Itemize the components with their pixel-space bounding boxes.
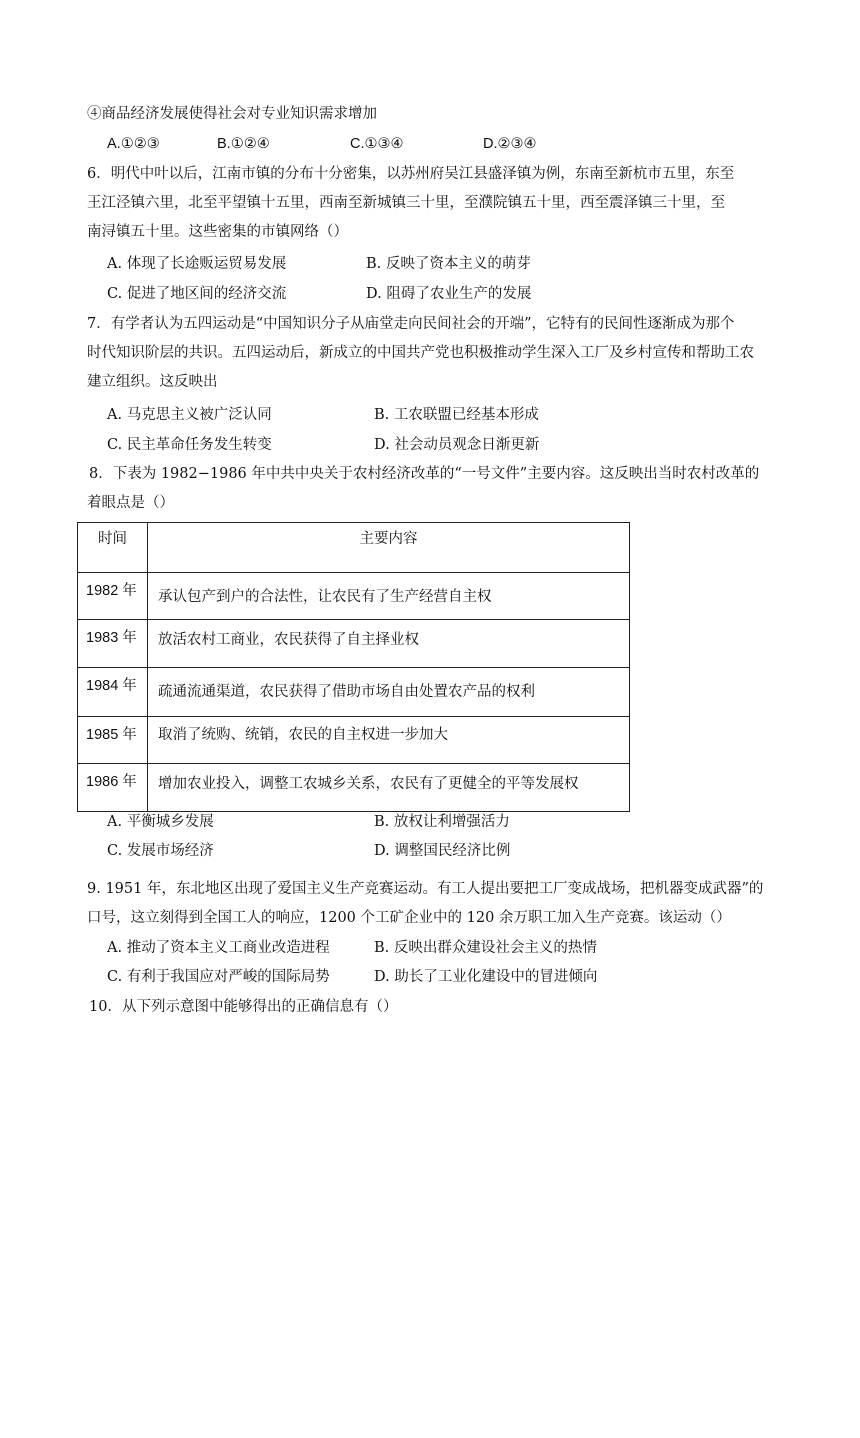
table-row <box>78 717 630 764</box>
table-content: 取消了统购、统销，农民的自主权进一步加大 <box>148 717 630 764</box>
q8-option-c: C. 发展市场经济 <box>107 843 214 859</box>
table-row <box>78 573 630 620</box>
q7-line-2: 时代知识阶层的共识。五四运动后，新成立的中国共产党也积极推动学生深入工厂及乡村宣传和帮助工农 <box>87 345 754 361</box>
q9-option-a: A. 推动了资本主义工商业改造进程 <box>107 940 330 956</box>
q8-option-a: A. 平衡城乡发展 <box>107 814 214 830</box>
q6-option-b: B. 反映了资本主义的萌芽 <box>366 256 531 272</box>
table-year: 1983 年 <box>78 620 148 668</box>
reform-table <box>77 522 630 812</box>
q5-item-4: ④商品经济发展使得社会对专业知识需求增加 <box>87 106 377 122</box>
q7-line-1: 7．有学者认为五四运动是“中国知识分子从庙堂走向民间社会的开端”，它特有的民间性逐渐成为那个 <box>87 316 735 332</box>
table-year: 1986 年 <box>78 764 148 812</box>
q9-option-c: C. 有利于我国应对严峻的国际局势 <box>107 969 330 985</box>
table-year: 1985 年 <box>78 717 148 764</box>
q6-option-a: A. 体现了长途贩运贸易发展 <box>107 256 287 272</box>
q5-option-a: A.①②③ <box>107 136 160 152</box>
q9-option-d: D. 助长了工业化建设中的冒进倾向 <box>374 969 598 985</box>
q6-option-c: C. 促进了地区间的经济交流 <box>107 286 287 302</box>
q6-line-3: 南浔镇五十里。这些密集的市镇网络（） <box>87 224 348 240</box>
q5-option-d: D.②③④ <box>483 136 537 152</box>
q7-option-a: A. 马克思主义被广泛认同 <box>107 407 272 423</box>
q7-line-3: 建立组织。这反映出 <box>87 374 218 390</box>
table-content: 疏通流通渠道，农民获得了借助市场自由处置农产品的权利 <box>148 668 630 717</box>
q8-line-2: 着眼点是（） <box>87 495 174 511</box>
q8-line-1: 8．下表为 1982−1986 年中共中央关于农村经济改革的“一号文件”主要内容。这反映出当时农村改革的 <box>89 466 760 482</box>
table-header-content: 主要内容 <box>148 523 630 573</box>
q9-option-b: B. 反映出群众建设社会主义的热情 <box>374 940 597 956</box>
table-row <box>78 764 630 812</box>
q8-option-d: D. 调整国民经济比例 <box>374 843 511 859</box>
q9-line-2: 口号，这立刻得到全国工人的响应，1200 个工矿企业中的 120 余万职工加入生产竞赛。该运动（） <box>87 910 731 926</box>
q8-option-b: B. 放权让利增强活力 <box>374 814 510 830</box>
table-content: 承认包产到户的合法性，让农民有了生产经营自主权 <box>148 573 630 620</box>
q5-option-c: C.①③④ <box>350 136 404 152</box>
table-header-time: 时间 <box>78 523 148 573</box>
table-content: 增加农业投入，调整工农城乡关系，农民有了更健全的平等发展权 <box>148 764 630 812</box>
table-year: 1984 年 <box>78 668 148 717</box>
q9-line-1: 9. 1951 年，东北地区出现了爱国主义生产竞赛运动。有工人提出要把工厂变成战场，把机器变成武器”的 <box>87 881 764 897</box>
q6-option-d: D. 阻碍了农业生产的发展 <box>366 286 532 302</box>
table-row <box>78 668 630 717</box>
q10-line: 10．从下列示意图中能够得出的正确信息有（） <box>89 999 398 1015</box>
q5-option-b: B.①②④ <box>217 136 270 152</box>
q7-option-d: D. 社会动员观念日渐更新 <box>374 437 540 453</box>
table-year: 1982 年 <box>78 573 148 620</box>
q6-line-1: 6．明代中叶以后，江南市镇的分布十分密集，以苏州府吴江县盛泽镇为例，东南至新杭市五里，东至 <box>87 166 735 182</box>
q6-line-2: 王江泾镇六里，北至平望镇十五里，西南至新城镇三十里，至濮院镇五十里，西至震泽镇三十里，至 <box>87 195 725 211</box>
q7-option-c: C. 民主革命任务发生转变 <box>107 437 272 453</box>
table-content: 放活农村工商业，农民获得了自主择业权 <box>148 620 630 668</box>
q7-option-b: B. 工农联盟已经基本形成 <box>374 407 539 423</box>
table-row <box>78 620 630 668</box>
